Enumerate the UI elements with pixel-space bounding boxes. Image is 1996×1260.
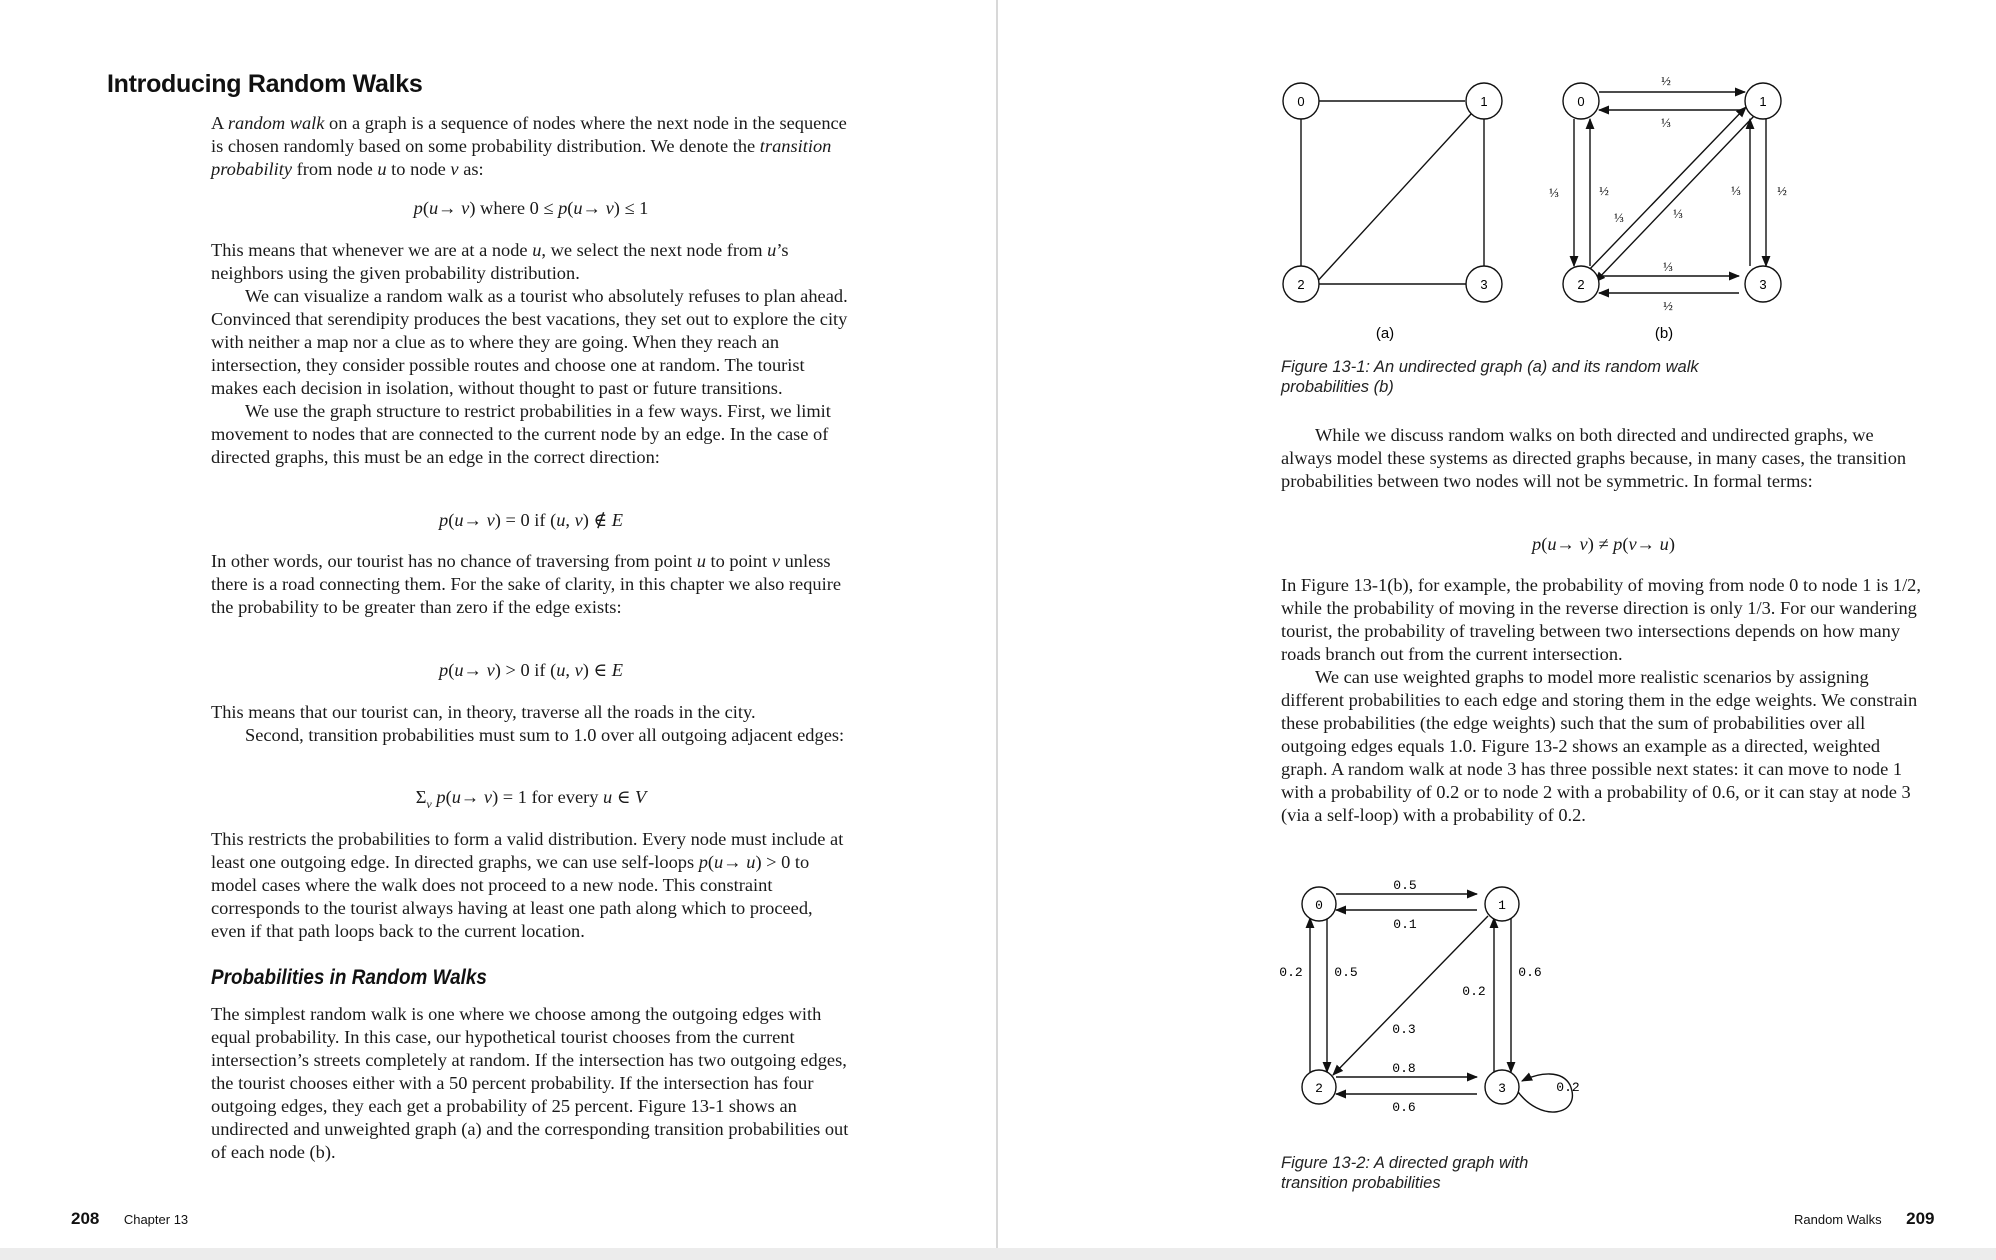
equation-no-edge: p(u→ v) = 0 if (u, v) ∉ E [439,510,623,530]
paragraph: In other words, our tourist has no chance of traversing from point u to point v unless there is a road connecting them. For the sake of clarity, in this chapter we also require the probability to be greater than zero if the edge exists: [211,551,841,617]
page-number: 208 [71,1209,100,1228]
paragraph: This means that whenever we are at a node u, we select the next node from u’s neighbors using the given probability distribution. [211,240,789,283]
subfigure-label-b: (b) [1654,325,1674,342]
paragraph: This means that our tourist can, in theory, traverse all the roads in the city. [211,702,756,722]
paragraph: The simplest random walk is one where we choose among the outgoing edges with equal probability. In this case, our hypothetical tourist chooses from the current intersection’s streets completely at random. If the intersection has two outgoing edges, the tourist chooses either with a 50 percent probability. If the intersection has four outgoing edges, they each get a probability of 25 percent. Figure 13-1 shows an undirected and unweighted graph (a) and the corresponding transition probabilities out of each node (b). [211,1004,849,1162]
weight-3-to-2: 0.6 [1392,1100,1416,1115]
weight-1-to-3: ½ [1777,183,1787,198]
equation-block [1281,533,1926,556]
paragraph: We use the graph structure to restrict probabilities in a few ways. First, we limit movement to nodes that are connected to the current node by an edge. In the case of directed graphs, this must be an edge in the correct direction: [211,401,831,467]
body-text-block-5 [211,828,851,943]
weight-2-to-1: ⅓ [1614,210,1624,225]
node-label: 3 [1759,277,1767,292]
subfigure-label-a: (a) [1375,325,1395,342]
equation-block [211,659,851,682]
edge-1-2 [1314,114,1471,285]
subsection-title: Probabilities in Random Walks [211,966,487,989]
node-0 [1563,83,1599,119]
node-2 [1283,266,1319,302]
node-2 [1563,266,1599,302]
right-footer [1794,1209,1934,1229]
weight-3-self-loop: 0.2 [1556,1080,1580,1095]
paragraph: A random walk on a graph is a sequence of nodes where the next node in the sequence is chosen randomly based on some probability distribution. We denote the transition probability from node u to node v as: [211,113,847,179]
edge-2-to-1 [1586,107,1746,273]
weight-2-to-0: ½ [1599,183,1609,198]
weight-0-to-2: ⅓ [1549,185,1559,200]
figure-13-1 [1268,70,1788,345]
weight-0-to-1: 0.5 [1393,878,1417,893]
section-title: Introducing Random Walks [107,70,423,98]
node-3 [1745,266,1781,302]
equation-block [211,509,851,532]
paragraph: We can use weighted graphs to model more realistic scenarios by assigning different probabilities to each edge and storing them in the edge weights. We constrain these probabilities (the edge weights) such that the sum of probabilities over all outgoing edges equals 1.0. Figure 13-2 shows an example as a directed, weighted graph. A random walk at node 3 has three possible next states: it can move to node 1 with a probability of 0.2 or to node 2 with a probability of 0.6, or it can stay at node 3 (via a self-loop) with a probability of 0.2. [1281,667,1918,825]
page-bottom-shadow [0,1248,1996,1260]
right-page [998,0,1996,1260]
node-label: 2 [1577,277,1585,292]
body-text-block-2 [211,239,851,469]
node-label: 1 [1759,94,1767,109]
equation-block [211,786,851,811]
body-text-block-2 [1281,574,1926,827]
node-1 [1485,887,1519,921]
weight-3-to-2: ½ [1663,298,1673,313]
running-head: Chapter 13 [123,1212,189,1227]
graph-b [1549,73,1787,342]
paragraph: This restricts the probabilities to form a valid distribution. Every node must include at least one outgoing edge. In directed graphs, we can use self-loops p(u→ u) > 0 to model cases where the walk does not proceed to a new node. This constraint corresponds to the tourist always having at least one path along which to proceed, even if that path loops back to the current location. [211,829,844,941]
equation-block [211,197,851,220]
paragraph: Second, transition probabilities must sum to 1.0 over all outgoing adjacent edges: [245,725,845,745]
node-label: 2 [1315,1081,1323,1096]
weight-3-to-1: 0.2 [1462,984,1486,999]
running-head: Random Walks [1794,1212,1882,1227]
node-3 [1466,266,1502,302]
node-1 [1745,83,1781,119]
node-0 [1302,887,1336,921]
equation-asymmetric: p(u→ v) ≠ p(v→ u) [1532,534,1675,554]
weight-1-to-2: 0.3 [1392,1022,1416,1037]
figure-13-2 [1278,870,1598,1140]
weight-1-to-2: ⅓ [1673,206,1683,221]
node-label: 0 [1297,94,1305,109]
body-text-block-4 [211,701,851,747]
weight-0-to-2: 0.5 [1334,965,1358,980]
paragraph: We can visualize a random walk as a tourist who absolutely refuses to plan ahead. Convinced that serendipity produces the best vacations, they set out to explore the city with neither a map nor a clue as to where they are going. When they reach an intersection, they consider possible routes and choose one at random. The tourist makes each decision in isolation, without thought to past or future transitions. [211,286,848,398]
weight-2-to-3: 0.8 [1392,1061,1416,1076]
node-3 [1485,1070,1519,1104]
weight-3-to-1: ⅓ [1731,183,1741,198]
node-label: 1 [1480,94,1488,109]
edge-1-to-2 [1595,115,1755,282]
graph-a [1283,83,1502,342]
weight-2-to-0: 0.2 [1279,965,1303,980]
weight-2-to-3: ⅓ [1663,259,1673,274]
node-label: 3 [1480,277,1488,292]
body-text-block-6 [211,1003,851,1164]
page-number: 209 [1906,1209,1935,1228]
body-text-block-3 [211,550,851,619]
figure-13-1-caption: Figure 13-1: An undirected graph (a) and its random walk probabilities (b) [1281,358,1699,396]
node-1 [1466,83,1502,119]
weight-0-to-1: ½ [1661,73,1671,88]
weight-1-to-3: 0.6 [1518,965,1542,980]
equation-edge-exists: p(u→ v) > 0 if (u, v) ∈ E [439,660,623,680]
figure-13-2-caption: Figure 13-2: A directed graph with transition probabilities [1281,1154,1529,1192]
node-label: 0 [1577,94,1585,109]
weight-1-to-0: 0.1 [1393,917,1417,932]
left-page [0,0,997,1260]
paragraph: While we discuss random walks on both directed and undirected graphs, we always model these systems as directed graphs because, in many cases, the transition probabilities between two nodes will not be symmetric. In formal terms: [1281,425,1907,491]
node-2 [1302,1070,1336,1104]
node-label: 1 [1498,898,1506,913]
node-label: 0 [1315,898,1323,913]
equation-sum-to-one: $\Sigma_v$ p(u→ v) = 1 for every u ∈ V [415,787,647,811]
body-text-block-1 [211,112,851,181]
left-footer [71,1209,188,1229]
weight-1-to-0: ⅓ [1661,115,1671,130]
body-text-block-1 [1281,424,1926,493]
paragraph: In Figure 13-1(b), for example, the probability of moving from node 0 to node 1 is 1/2, while the probability of moving in the reverse direction is only 1/3. For our wandering tourist, the probability of traveling between two intersections depends on how many roads branch out from the current intersection. [1281,575,1921,664]
node-label: 2 [1297,277,1305,292]
equation-transition-probability: p(u→ v) where 0 ≤ p(u→ v) ≤ 1 [413,198,649,218]
node-label: 3 [1498,1081,1506,1096]
node-0 [1283,83,1319,119]
